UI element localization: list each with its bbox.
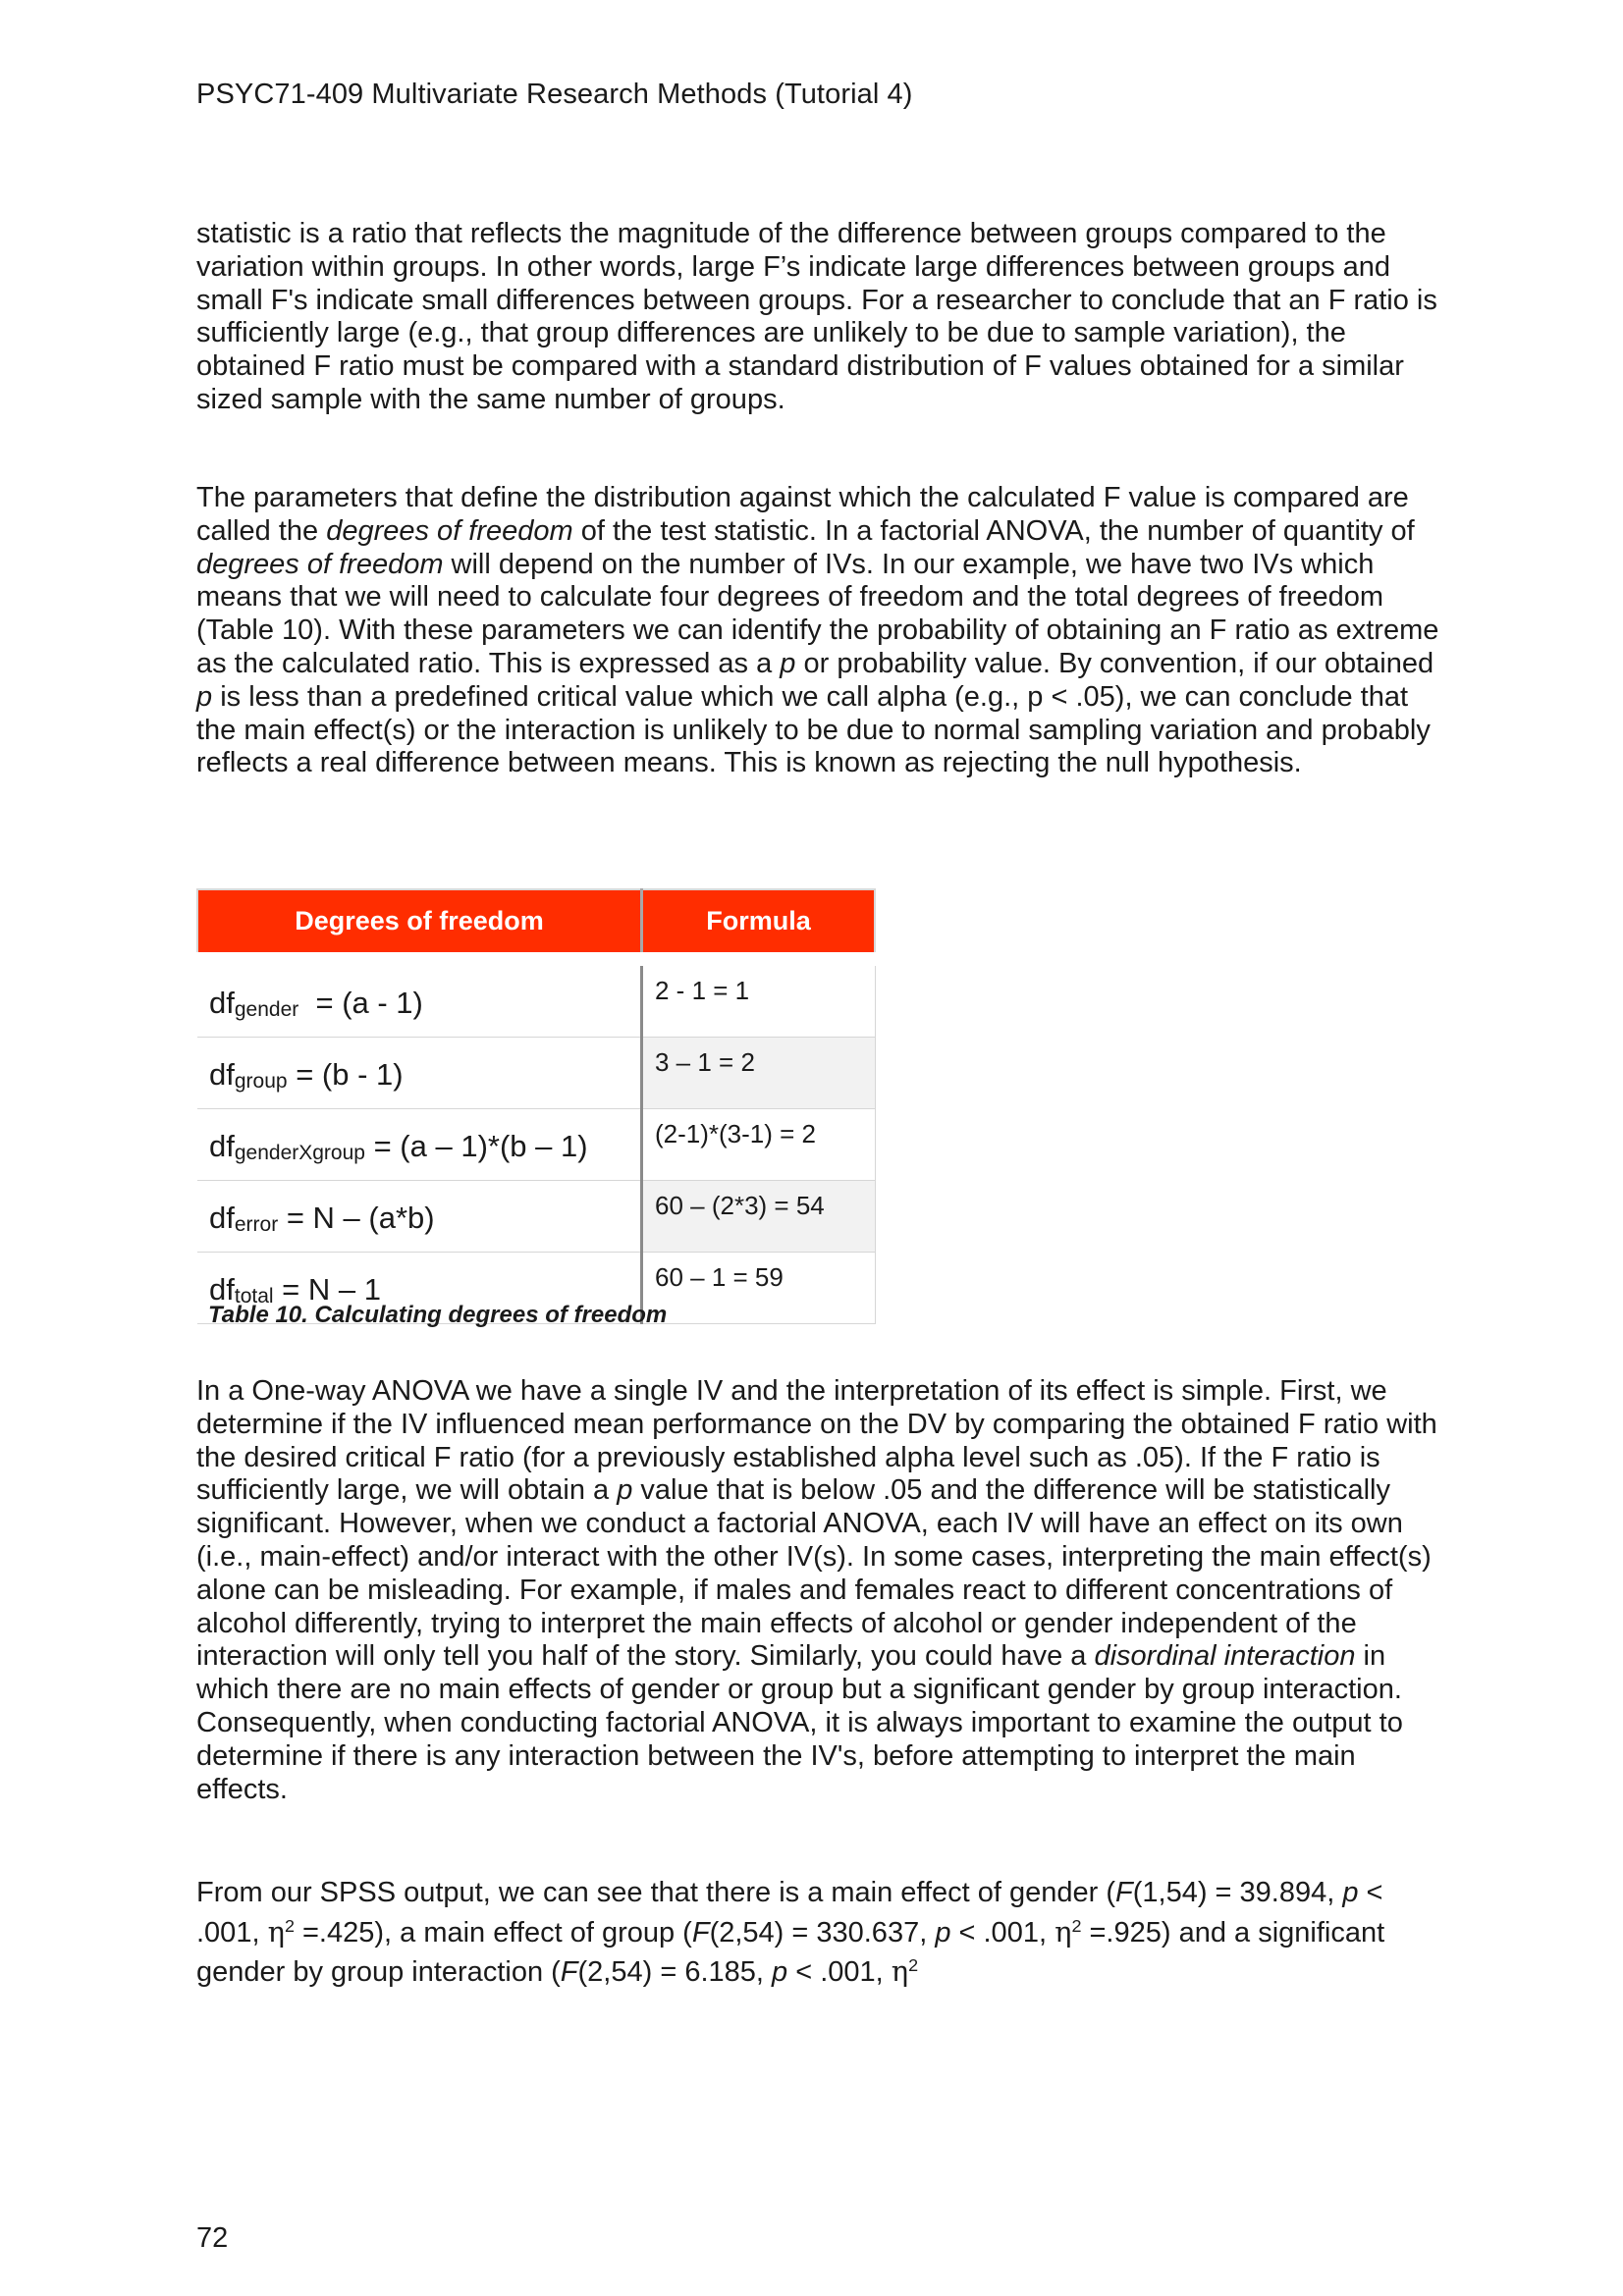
degrees-of-freedom-table	[196, 888, 876, 1324]
table-row	[197, 1181, 875, 1253]
paragraph-f-statistic: statistic is a ratio that reflects the magnitude of the difference between groups compared to the variation within groups. In other words, large F’s indicate large differences between groups and small F's indicate small differences between groups. For a researcher to conclude that an F ratio is sufficiently large (e.g., that group differences are unlikely to be due to sample variation), the obtained F ratio must be compared with a standard distribution of F values obtained for a similar sized sample with the same number of groups.	[196, 218, 1437, 415]
column-header-formula: Formula	[642, 889, 876, 959]
emphasis-term: disordinal interaction	[1094, 1640, 1356, 1673]
table-row	[197, 959, 875, 1038]
df-formula: 60 – (2*3) = 54	[642, 1181, 876, 1253]
df-expression: dfgenderXgroup = (a – 1)*(b – 1)	[197, 1109, 642, 1181]
table-caption: Table 10. Calculating degrees of freedom	[208, 1302, 668, 1328]
table-header-row	[197, 889, 875, 959]
df-formula: 2 - 1 = 1	[642, 959, 876, 1038]
df-expression: dferror = N – (a*b)	[197, 1181, 642, 1253]
emphasis-term: degrees of freedom	[196, 548, 444, 580]
page-number: 72	[196, 2222, 229, 2254]
paragraph-degrees-of-freedom: The parameters that define the distribution against which the calculated F value is compared are called the degrees of freedom of the test statistic. In a factorial ANOVA, the number of quantity of degrees of freedom will depend on the number of IVs. In our example, we have two IVs which means that we will need to calculate four degrees of freedom and the total degrees of freedom (Table 10). With these parameters we can identify the probability of obtaining an F ratio as extreme as the calculated ratio. This is expressed as a p or probability value. By convention, if our obtained p is less than a predefined critical value which we call alpha (e.g., p < .05), we can conclude that the main effect(s) or the interaction is unlikely to be due to normal sampling variation and probably reflects a real difference between means. This is known as rejecting the null hypothesis.	[196, 482, 1439, 779]
df-formula: 60 – 1 = 59	[642, 1253, 876, 1324]
table-row	[197, 1038, 875, 1109]
running-header: PSYC71-409 Multivariate Research Methods (Tutorial 4)	[196, 79, 913, 110]
df-formula: 3 – 1 = 2	[642, 1038, 876, 1109]
table-row	[197, 1109, 875, 1181]
paragraph-interpretation: In a One-way ANOVA we have a single IV and the interpretation of its effect is simple. First, we determine if the IV influenced mean performance on the DV by comparing the obtained F ratio with the desired critical F ratio (for a previously established alpha level such as .05). If the F ratio is sufficiently large, we will obtain a p value that is below .05 and the difference will be statistically significant. However, when we conduct a factorial ANOVA, each IV will have an effect on its own (i.e., main-effect) and/or interact with the other IV(s). In some cases, interpreting the main effect(s) alone can be misleading. For example, if males and females react to different concentrations of alcohol differently, trying to interpret the main effects of alcohol or gender independent of the interaction will only tell you half of the story. Similarly, you could have a disordinal interaction in which there are no main effects of gender or group but a significant gender by group interaction. Consequently, when conducting factorial ANOVA, it is always important to examine the output to determine if there is any interaction between the IV's, before attempting to interpret the main effects.	[196, 1375, 1437, 1805]
column-header-degrees-of-freedom: Degrees of freedom	[197, 889, 642, 959]
df-expression: dfgender = (a - 1)	[197, 959, 642, 1038]
emphasis-term: degrees of freedom	[326, 514, 573, 547]
paragraph-spss-output: From our SPSS output, we can see that there is a main effect of gender (F(1,54) = 39.894, p < .001, $\eta^2 =.425$), a main effect of group (F(2,54) = 330.637, p < .001, $\eta^2 =.925$) and a significant gender by group interaction (F(2,54) = 6.185, p < .001, $\eta^2$	[196, 1877, 1385, 1989]
df-expression: dftotal = N – 1	[197, 1253, 642, 1324]
df-formula: (2-1)*(3-1) = 2	[642, 1109, 876, 1181]
df-expression: dfgroup = (b - 1)	[197, 1038, 642, 1109]
